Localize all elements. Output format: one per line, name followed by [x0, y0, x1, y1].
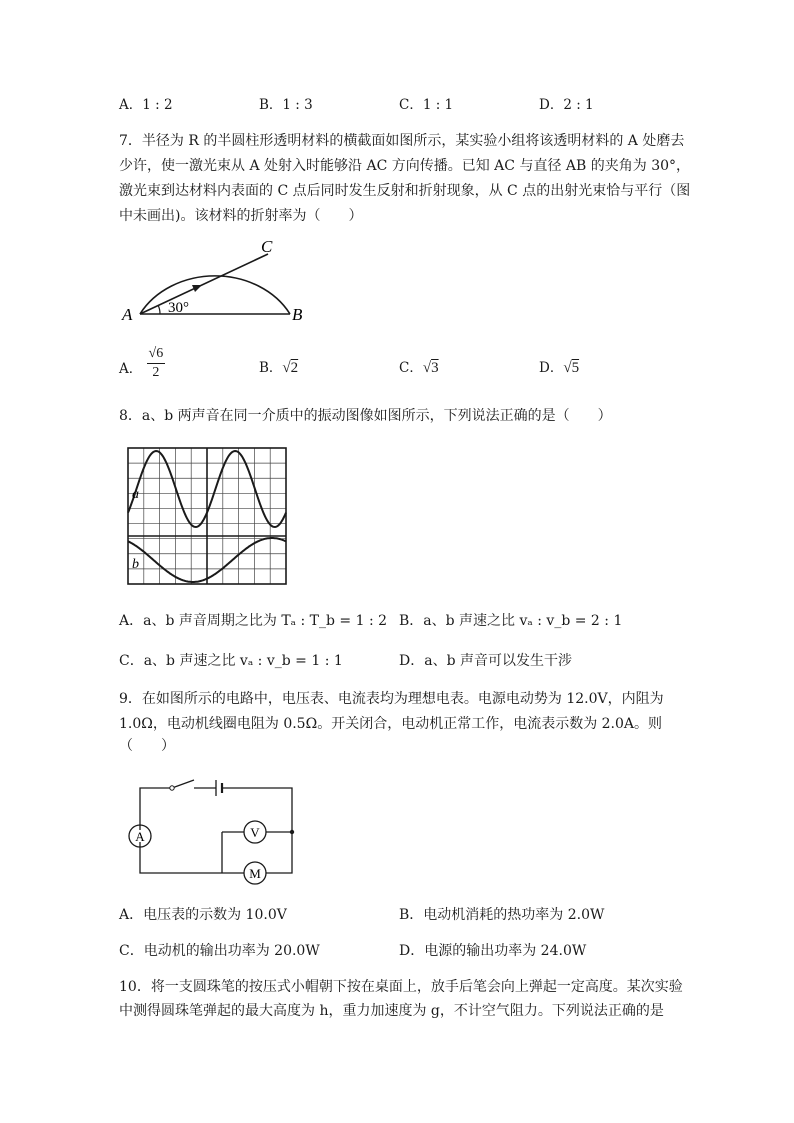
q8-stem-line-1: 8．a、b 两声音在同一介质中的振动图像如图所示，下列说法正确的是（ ） [119, 408, 612, 424]
q7-option-d-prefix: D． [539, 360, 564, 376]
angle-label: 30° [168, 300, 189, 316]
switch-pivot-icon [170, 786, 174, 790]
q7-option-d-radicand: 5 [571, 360, 580, 376]
q8-option-b: B．a、b 声速之比 vₐ : v_b = 2 : 1 [399, 613, 623, 629]
junction-node-icon [290, 830, 294, 834]
q7-stem-line-3: 激光束到达材料内表面的 C 点后同时发生反射和折射现象，从 C 点的出射光束恰与平行（图 [119, 183, 691, 199]
motor-label: M [249, 866, 261, 881]
q7-option-a-fraction [147, 345, 166, 382]
ammeter-label: A [135, 829, 145, 844]
q8-option-d: D．a、b 声音可以发生干涉 [399, 653, 572, 669]
q7-option-b-radicand: 2 [290, 360, 299, 376]
q7-stem-line-2: 少许，使一激光束从 A 处射入时能够沿 AC 方向传播。已知 AC 与直径 AB 的夹角为 30°， [119, 158, 691, 174]
wave-b-label: b [132, 557, 139, 572]
voltmeter-label: V [250, 825, 260, 840]
q7-option-a-denominator: 2 [152, 365, 160, 380]
q7-semicircle-figure [118, 232, 318, 324]
q10-stem-line-1: 10．将一支圆珠笔的按压式小帽朝下按在桌面上，放手后笔会向上弹起一定高度。某次实验 [119, 979, 683, 995]
q7-option-b: B．√2 [259, 360, 299, 376]
q10-stem-line-2: 中测得圆珠笔弹起的最大高度为 h，重力加速度为 g，不计空气阻力。下列说法正确的是 [119, 1003, 664, 1019]
ray-arrow-icon [192, 285, 202, 292]
q7-option-c-radicand: 3 [431, 360, 439, 376]
wire-left-top [140, 788, 172, 830]
wire-left-bottom [140, 842, 244, 873]
label-a: A [122, 305, 133, 324]
q9-circuit-figure [120, 770, 310, 890]
q7-stem-line-4: 中未画出)。该材料的折射率为（ ） [119, 208, 363, 224]
q6-option-d: D．2 : 1 [539, 97, 594, 113]
q6-option-b: B．1 : 3 [259, 97, 313, 113]
q9-option-a: A．电压表的示数为 10.0V [119, 907, 287, 923]
q9-option-b: B．电动机消耗的热功率为 2.0W [399, 907, 605, 923]
label-c: C [261, 237, 273, 256]
q9-stem-line-1: 9．在如图所示的电路中，电压表、电流表均为理想电表。电源电动势为 12.0V，内阻为 [119, 691, 664, 707]
q8-waveform-figure [126, 446, 288, 586]
q7-option-a [119, 346, 165, 382]
q8-option-a: A．a、b 声音周期之比为 Tₐ : T_b = 1 : 2 [119, 613, 388, 629]
q7-option-d: D．√5 [539, 360, 580, 376]
wave-a-label: a [132, 487, 139, 502]
q7-option-b-prefix: B． [259, 360, 283, 376]
q9-stem-line-3: （ ） [119, 738, 175, 754]
semicircle-arc [140, 276, 290, 314]
q7-stem-line-1: 7．半径为 R 的半圆柱形透明材料的横截面如图所示，某实验小组将该透明材料的 A 处磨去 [119, 133, 685, 149]
q7-option-a-numerator: √6 [147, 345, 166, 364]
q6-option-c: C．1 : 1 [399, 97, 454, 113]
q9-stem-line-2: 1.0Ω，电动机线圈电阻为 0.5Ω。开关闭合，电动机正常工作，电流表示数为 2.0A。则 [119, 716, 663, 732]
q7-option-c: C．√3 [399, 360, 439, 376]
q9-option-c: C．电动机的输出功率为 20.0W [119, 943, 320, 959]
ray-ac [140, 254, 268, 314]
q9-option-d: D．电源的输出功率为 24.0W [399, 943, 587, 959]
switch-blade [172, 780, 194, 788]
angle-arc [158, 305, 160, 314]
q6-option-a: A．1 : 2 [119, 97, 173, 113]
label-b: B [292, 305, 303, 324]
q8-option-c: C．a、b 声速之比 vₐ : v_b = 1 : 1 [119, 653, 343, 669]
q7-option-a-prefix: A． [119, 361, 143, 377]
q7-option-c-prefix: C． [399, 360, 423, 376]
